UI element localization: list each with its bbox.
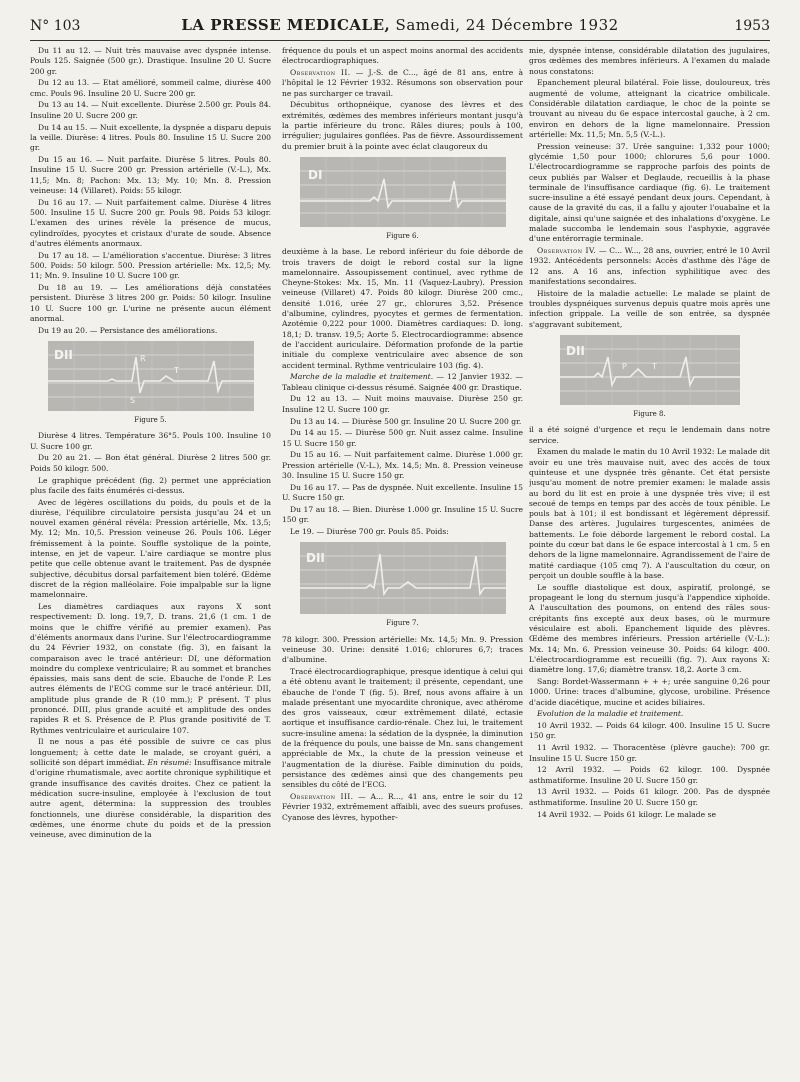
- issue-number: N° 103: [30, 18, 81, 34]
- paragraph: Examen du malade le matin du 10 Avril 1932: Le malade dit avoir eu une très mauvaise nuit, avec des accès de toux quinteuse et une dyspnée très gênante. Cet état persiste jusqu'au moment de notre premier examen: le malade assis au bord du lit est en proie à une dyspnée très vive; il est secoué de temps en temps par des accès de toux pénible. Le pouls bat à 101; il est bondissant et légèrement dépressif. Danse des artères. Jugulaires turgescentes, animées de battements. Le foie déborde largement le rebord costal. La pointe du cœur bat dans le 6e espace intercostal à 1 cm. 5 en dehors de la ligne mamelonnaire. Agrandissement de l'aire de matité cardiaque (105 cmq 7). A l'auscultation du cœur, on perçoit un double souffle à la base.: [529, 447, 770, 580]
- ecg-background: [300, 542, 506, 614]
- paragraph: il a été soigné d'urgence et reçu le lendemain dans notre service.: [529, 425, 770, 445]
- inline-label: Marche de la maladie et traitement.: [290, 372, 434, 382]
- paragraph-text: Il ne nous a pas été possible de suivre ce cas plus longuement; à cette date le malade, se croyant guéri, a sollicité son départ immédiat.: [30, 737, 271, 768]
- ecg-tracing-image: [560, 335, 740, 405]
- journal-title: LA PRESSE MEDICALE,: [181, 16, 391, 34]
- paragraph-text: Insuffisance mitrale d'origine rhumatismale, avec aortite chronique syphilitique et grande insuffisance des cavités droites. Chez ce patient la médication sucre-insuline, employée à l'exclusion de tout autre agent, détermina: la suppression des troubles fonctionnels, une diurèse considérable, la disparition des œdèmes, une énorme chute du poids et de la pression veineuse, avec diminution de la: [30, 758, 271, 840]
- paragraph: Du 14 au 15. — Nuit excellente, la dyspnée a disparu depuis la veille. Diurèse: 4 litres. Pouls 80. Insuline 15 U. Sucre 200 gr.: [30, 122, 271, 153]
- column-3: [529, 46, 770, 1070]
- paragraph: 11 Avril 1932. — Thoracentèse (plèvre gauche): 700 gr. Insuline 15 U. Sucre 150 gr.: [529, 743, 770, 763]
- paragraph: Le 19. — Diurèse 700 gr. Pouls 85. Poids:: [290, 526, 449, 536]
- figure-8: [529, 335, 770, 419]
- paragraph: Du 13 au 14. — Diurèse 500 gr. Insuline 20 U. Sucre 200 gr.: [290, 416, 522, 426]
- lead-label: DII: [305, 551, 325, 566]
- paragraph: 13 Avril 1932. — Poids 61 kilogr. 200. Pas de dyspnée asthmatiforme. Insuline 20 U. Sucre 150 gr.: [529, 787, 770, 807]
- paragraph: Les diamètres cardiaques aux rayons X sont respectivement: D. long. 19,7, D. trans. 21,6 (1 cm. 1 de moins que le chiffre vérifié au premier examen). Pas d'éléments anormaux dans l'urine. Sur l'électrocardiogramme du 24 Février 1932, on constate (fig. 3), en faisant la comparaison avec le tracé antérieur: DI, une déformation moindre du complexe ventriculaire; R au sommet et branches épaissies, mais sans dent de scie. Ebauche de l'onde P. Les autres éléments de l'ECG comme sur le tracé antérieur. DII, amplitude plus grande de R (10 mm.); P présent. T plus prononcé. DIII, plus grande acuité et amplitude des ondes rapides R et S. Présence de P. Plus grande positivité de T. Rythmes ventriculaire et auriculaire 107.: [30, 602, 271, 735]
- paragraph: Tracé électrocardiographique, presque identique à celui qui a été obtenu avant le traitement; il présente, cependant, une ébauche de l'onde T (fig. 5). Bref, nous avons affaire à un malade présentant une myocardite chronique, avec athérome des gros vaisseaux, cœur extrêmement dilaté, ectasie aortique et insuffisance cardio-rénale. Chez lui, le traitement sucre-insuline amena: la sédation de la dyspnée, la diminution de la fréquence du pouls, une baisse de Mn. sans changement appréciable de Mx., la chute de la pression veineuse et l'augmentation de la diurèse. Faible diminution du poids, persistance des œdèmes ainsi que des changements peu sensibles du côté de l'ECG.: [282, 666, 523, 790]
- ecg-background: [560, 335, 740, 405]
- paragraph: fréquence du pouls et un aspect moins anormal des accidents électrocardiographiques.: [282, 46, 523, 66]
- figure-caption: Figure 5.: [134, 416, 167, 425]
- paragraph: Du 12 au 13. — Nuit moins mauvaise. Diurèse 250 gr. Insuline 12 U. Sucre 100 gr.: [282, 394, 523, 414]
- figure-7: [282, 542, 523, 628]
- figure-6: [282, 157, 523, 241]
- observation-label: Observation II.: [290, 68, 351, 78]
- paragraph: Du 15 au 16. — Nuit parfaitement calme. Diurèse 1.000 gr. Pression artérielle (V.-L.), Mx. 14,5; Mn. 8. Pression veineuse 30. Insuline 15 U. Sucre 150 gr.: [282, 450, 523, 480]
- paragraph: mie, dyspnée intense, considérable dilatation des jugulaires, gros œdèmes des membres inférieurs. A l'examen du malade nous constatons:: [529, 46, 770, 76]
- paragraph: Pression veineuse: 37. Urée sanguine: 1,332 pour 1000; glycémie 1,50 pour 1000; chlorures 5,6 pour 1000. L'électrocardiogramme se rapproche parfois des points de ceux publiés par Walser et Deglaude, recueillis à la phase terminale de l'insuffisance cardiaque (fig. 6). Le traitement sucre-insuline a été essayé pendant deux jours. Cependant, à cause de la gravité du cas, il a fallu y ajouter l'ouabaïne et la digitale, ainsi qu'une saignée et des inhalations d'oxygène. Le malade succomba le lendemain sous l'asphyxie, aggravée d'une entérorragie terminale.: [529, 141, 770, 244]
- paragraph-text: — 12 Janvier 1932. — Tableau clinique ci-dessus résumé. Saignée 400 gr. Drastique.: [282, 372, 523, 392]
- wave-label: T: [173, 366, 179, 376]
- paragraph-text: — A... R..., 41 ans, entre le soir du 12 Février 1932, extrêmement affaibli, avec des sueurs profuses. Cyanose des lèvres, hypother-: [282, 792, 523, 822]
- paragraph: [282, 792, 523, 823]
- issue-date: Samedi, 24 Décembre 1932: [395, 16, 619, 34]
- page-header: [30, 12, 770, 41]
- lead-label: DII: [53, 348, 73, 363]
- lead-label: DII: [565, 344, 585, 359]
- page-number: 1953: [734, 18, 770, 34]
- paragraph: Sang: Bordet-Wassermann + + +; urée sanguine 0,26 pour 1000. Urine: traces d'albumine, glycose, urobiline. Présence d'acide diacétique, mucine et acides biliaires.: [529, 676, 770, 707]
- wave-label: T: [651, 362, 657, 372]
- paragraph: [529, 246, 770, 287]
- wave-label: P: [621, 362, 627, 372]
- paragraph: [282, 68, 523, 99]
- paragraph: Du 11 au 12. — Nuit très mauvaise avec dyspnée intense. Pouls 125. Saignée (500 gr.). Drastique. Insuline 20 U. Sucre 200 gr.: [30, 46, 271, 76]
- observation-label: Observation III.: [290, 792, 354, 802]
- lead-label: DI: [307, 167, 322, 182]
- ecg-tracing-image: [300, 542, 506, 614]
- paragraph: 78 kilogr. 300. Pression artérielle: Mx. 14,5; Mn. 9. Pression veineuse 30. Urine: densité 1.016; chlorures 6,7; traces d'albumine.: [282, 634, 523, 665]
- paragraph: [529, 709, 770, 719]
- ecg-tracing-image: [48, 341, 254, 411]
- paragraph: Du 17 au 18. — L'amélioration s'accentue. Diurèse: 3 litres 500. Poids: 50 kilogr. 500. Pression artérielle: Mx. 12,5; My. 11; Mn. 9. Insuline 10 U. Sucre 100 gr.: [30, 250, 271, 281]
- paragraph: 12 Avril 1932. — Poids 62 kilogr. 100. Dyspnée asthmatiforme. Insuline 20 U. Sucre 150 gr.: [529, 765, 770, 785]
- paragraph: Du 18 au 19. — Les améliorations déjà constatées persistent. Diurèse 3 litres 200 gr. Poids: 50 kilogr. Insuline 10 U. Sucre 100 gr. L'urine ne présente aucun élément anormal.: [30, 283, 271, 323]
- paragraph: Du 12 au 13. — Etat amélioré, sommeil calme, diurèse 400 cmc. Pouls 96. Insuline 20 U. Sucre 200 gr.: [30, 78, 271, 98]
- ecg-background: [48, 341, 254, 411]
- paragraph: Le souffle diastolique est doux, aspiratif, prolongé, se propageant le long du sternum jusqu'à l'appendice xiphoïde. A l'auscultation des poumons, on entend des râles sous-crépitants fins excepté aux deux bases, où le murmure vésiculaire est aboli. Epanchement liquide des plèvres. Œdème des membres inférieurs. Pression artérielle (V.-L.): Mx. 14; Mn. 6. Pression veineuse 30. Poids: 64 kilogr. 400. L'électrocardiogramme est recueilli (fig. 7). Aux rayons X: diamètre long. 17,6; diamètre transv. 18,2. Aorte 3 cm.: [529, 582, 770, 675]
- paragraph-text: — C... W..., 28 ans, ouvrier, entré le 10 Avril 1932. Antécédents personnels: Accès d'asthme dès l'âge de 12 ans. A 16 ans, infection syphilitique avec des manifestations secondaires.: [529, 246, 770, 287]
- paragraph: Du 17 au 18. — Bien. Diurèse 1.000 gr. Insuline 15 U. Sucre 150 gr.: [282, 504, 523, 525]
- paragraph: 14 Avril 1932. — Poids 61 kilogr. Le malade se: [537, 809, 716, 819]
- paragraph: Du 16 au 17. — Pas de dyspnée. Nuit excellente. Insuline 15 U. Sucre 150 gr.: [282, 482, 523, 503]
- paragraph-text: — J.-S. de C..., âgé de 81 ans, entre à l'hôpital le 12 Février 1932. Résumons son observation pour ne pas surcharger ce travail.: [282, 68, 523, 98]
- ecg-background: [300, 157, 506, 227]
- paragraph: Du 20 au 21. — Bon état général. Diurèse 2 litres 500 gr. Poids 50 kilogr. 500.: [30, 453, 271, 473]
- paragraph: Du 19 au 20. — Persistance des améliorations.: [38, 325, 218, 335]
- wave-label: R: [139, 354, 146, 364]
- paragraph: Avec de légères oscillations du poids, du pouls et de la diurèse, l'équilibre circulatoire persista jusqu'au 24 et un nouvel examen général révéla: Pression artérielle, Mx. 13,5; My. 12; Mn. 10,5. Pression veineuse 26. Pouls 106. Léger frémissement à la pointe. Souffle systolique de la pointe, intense, en jet de vapeur. L'aire cardiaque se montre plus petite que celle obtenue avant le traitement. Pas de dyspnée subjective, décubitus dorsal parfaitement bien toléré. Œdème discret de la région malléolaire. Foie impalpable sur la ligne mamelonnaire.: [30, 497, 271, 600]
- paragraph: Du 14 au 15. — Diurèse 500 gr. Nuit assez calme. Insuline 15 U. Sucre 150 gr.: [282, 428, 523, 448]
- paragraph: Epanchement pleural bilatéral. Foie lisse, douloureux, très augmenté de volume, atteignant la cicatrice ombilicale. Considérable dilatation cardiaque, le choc de la pointe se trouvant au niveau du 6e espace intercostal gauche, à 2 cm. environ en dehors de la ligne mamelonnaire. Pression artérielle: Mx. 11,5; Mn. 5,5 (V.-L.).: [529, 78, 770, 139]
- paragraph: Le graphique précédent (fig. 2) permet une appréciation plus facile des faits énumérés ci-dessus.: [30, 475, 271, 495]
- figure-5: [30, 341, 271, 425]
- paragraph: Histoire de la maladie actuelle: Le malade se plaint de troubles dyspnéiques survenus depuis quatre mois après une infection grippale. La veille de son entrée, sa dyspnée s'aggravant subitement,: [529, 288, 770, 329]
- paragraph: Diurèse 4 litres. Température 36°5. Pouls 100. Insuline 10 U. Sucre 100 gr.: [30, 431, 271, 451]
- paragraph: 10 Avril 1932. — Poids 64 kilogr. 400. Insuline 15 U. Sucre 150 gr.: [529, 721, 770, 741]
- paragraph: Du 15 au 16. — Nuit parfaite. Diurèse 5 litres. Pouls 80. Insuline 15 U. Sucre 200 gr. Pression artérielle (V.-L.), Mx. 11,5; Mn. 8; Pachon: Mx. 13; My. 10; Mn. 8. Pression veineuse: 14 (Villaret). Poids: 55 kilogr.: [30, 154, 271, 195]
- paragraph: [30, 737, 271, 840]
- ecg-tracing-image: [300, 157, 506, 227]
- column-2: [282, 46, 523, 1070]
- observation-label: Observation IV.: [537, 246, 597, 256]
- paragraph: Du 16 au 17. — Nuit parfaitement calme. Diurèse 4 litres 500. Insuline 15 U. Sucre 200 gr. Pouls 98. Poids 53 kilogr. L'examen des urines révèle la présence de mucus, cylindroïdes, pyocytes et cristaux d'urate de soude. Absence d'autres éléments anormaux.: [30, 197, 271, 248]
- wave-label: S: [129, 396, 135, 406]
- figure-caption: Figure 7.: [386, 619, 419, 628]
- paragraph: Décubitus orthopnéique, cyanose des lèvres et des extrémités, œdèmes des membres inférieurs montant jusqu'à la partie inférieure du tronc. Râles diures; pouls à 100, irrégulier; jugulaires gonflées. Pas de fièvre. Assourdissement du premier bruit à la pointe avec éclat claugoreux du: [282, 100, 523, 151]
- figure-caption: Figure 6.: [386, 231, 419, 240]
- paragraph: deuxième à la base. Le rebord inférieur du foie déborde de trois travers de doigt le rebord costal sur la ligne mamelonnaire. Assoupissement continuel, avec rythme de Cheyne-Stokes: Mx. 15, Mn. 11 (Vaquez-Laubry). Pression veineuse (Villaret) 47. Poids 80 kilogr. Diurèse 200 cmc., densité 1.016, urée 27 gr., chlorures 3,52. Présence d'albumine, cylindres, pyocytes et germes de fermentation. Azotémie 0,222 pour 1000. Diamètres cardiaques: D. long. 18,1; D. transv. 19,5; Aorte 5. Electrocardiogramme: absence de l'accident auriculaire. Déformation profonde de la partie initiale du complexe ventriculaire avec absence de son accident terminal. Rythme ventriculaire 103 (fig. 4).: [282, 247, 523, 370]
- paragraph: [282, 372, 523, 393]
- section-subheading: Evolution de la maladie et traitement.: [537, 709, 684, 719]
- inline-label: En résumé:: [147, 758, 192, 768]
- column-1: [30, 46, 271, 1070]
- masthead: [30, 16, 770, 34]
- figure-caption: Figure 8.: [633, 410, 666, 419]
- paragraph: Du 13 au 14. — Nuit excellente. Diurèse 2.500 gr. Pouls 84. Insuline 20 U. Sucre 200 gr.: [30, 100, 271, 120]
